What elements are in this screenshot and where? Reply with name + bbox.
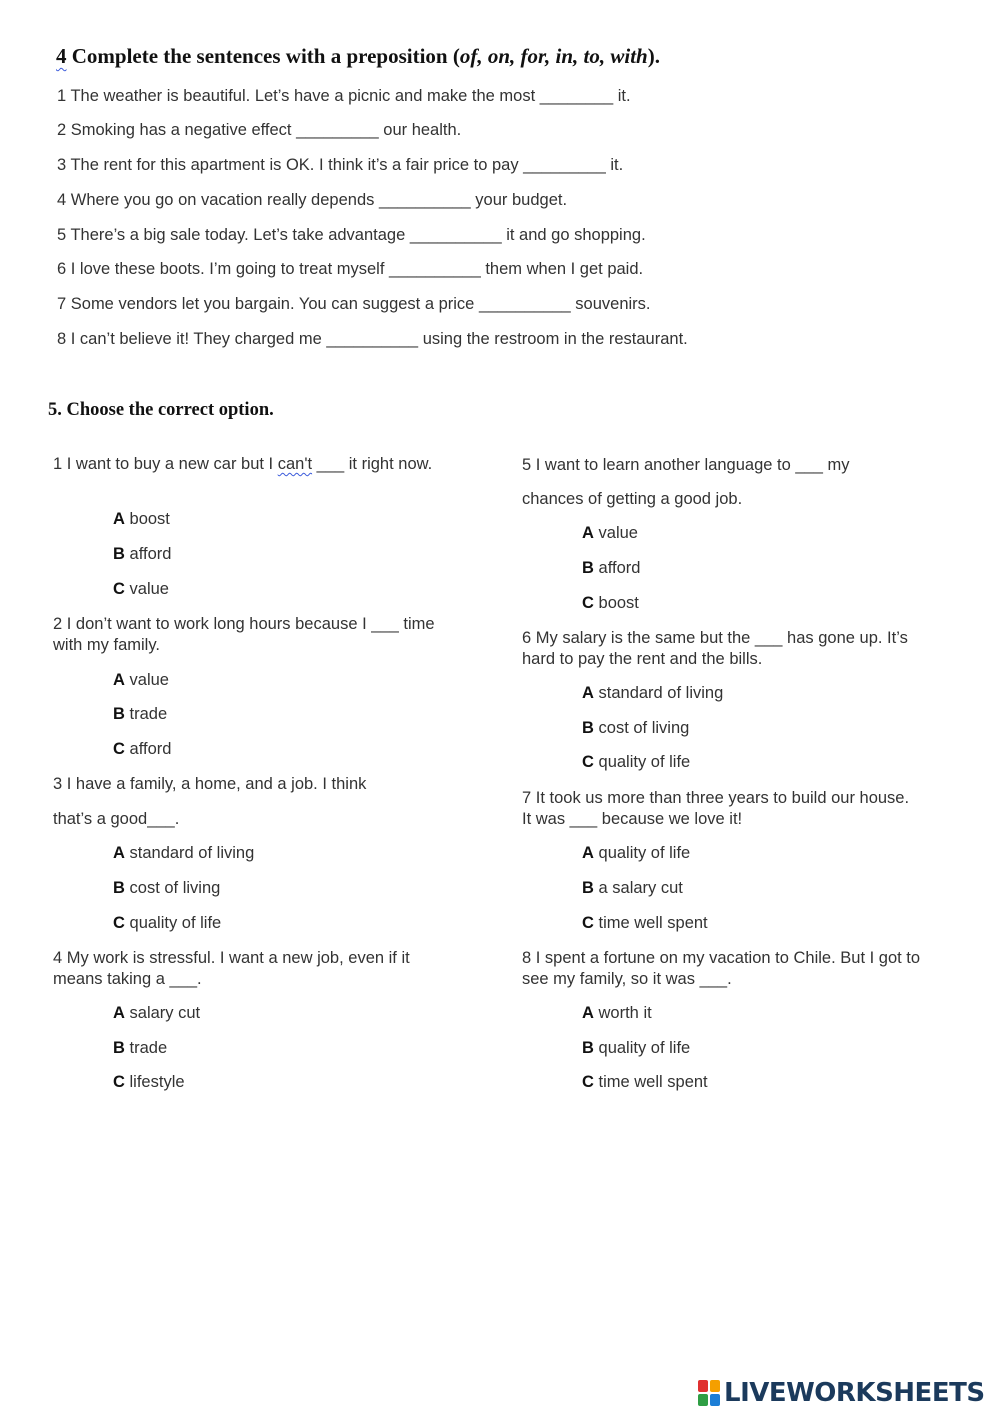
option-text: lifestyle — [129, 1073, 185, 1091]
option-text: cost of living — [129, 879, 221, 897]
option-letter: C — [582, 1073, 594, 1091]
section-5-heading: 5. Choose the correct option. — [48, 400, 274, 420]
q4-option-b[interactable] — [113, 1039, 167, 1058]
q4-option-a[interactable] — [113, 1004, 200, 1023]
option-text: afford — [129, 740, 172, 758]
logo-square — [710, 1380, 720, 1392]
question-3-line-1: 3 I have a family, a home, and a job. I think — [53, 775, 367, 793]
q5-option-b[interactable] — [582, 559, 640, 578]
logo-mark-icon — [698, 1380, 720, 1406]
question-1-text: 1 I want to buy a new car but I — [53, 455, 278, 473]
logo-text: LIVEWORKSHEETS — [724, 1378, 985, 1408]
section-4-heading — [56, 44, 660, 69]
option-letter: C — [113, 914, 125, 932]
sentence-3: 3 The rent for this apartment is OK. I think it’s a fair price to pay _________ it. — [57, 156, 624, 174]
question-5-line-1: 5 I want to learn another language to ___ my — [522, 456, 850, 474]
option-letter: B — [113, 545, 125, 563]
sentence-5: 5 There’s a big sale today. Let’s take advantage __________ it and go shopping. — [57, 226, 646, 244]
option-letter: B — [113, 705, 125, 723]
option-letter: A — [582, 1004, 594, 1022]
option-text: time well spent — [598, 914, 708, 932]
option-letter: A — [113, 844, 125, 862]
question-8: 8 I spent a fortune on my vacation to Chile. But I got to see my family, so it was ___. — [522, 949, 921, 988]
option-letter: B — [113, 879, 125, 897]
option-letter: C — [113, 1073, 125, 1091]
question-1 — [53, 454, 453, 475]
option-text: quality of life — [129, 914, 222, 932]
sentence-6: 6 I love these boots. I’m going to treat myself __________ them when I get paid. — [57, 260, 644, 278]
option-text: cost of living — [598, 719, 690, 737]
question-5-line-2: chances of getting a good job. — [522, 490, 743, 508]
logo-square — [698, 1394, 708, 1406]
q1-option-b[interactable] — [113, 545, 171, 564]
q2-option-c[interactable] — [113, 740, 171, 759]
sentence-4: 4 Where you go on vacation really depends __________ your budget. — [57, 191, 568, 209]
q6-option-c[interactable] — [582, 753, 690, 772]
logo-square — [710, 1394, 720, 1406]
section-4-title: Complete the sentences with a preposition ( — [66, 44, 460, 68]
q3-option-a[interactable] — [113, 844, 254, 863]
option-text: quality of life — [598, 1039, 691, 1057]
q4-option-c[interactable] — [113, 1073, 185, 1092]
q8-option-c[interactable] — [582, 1073, 708, 1092]
option-text: trade — [129, 1039, 168, 1057]
option-letter: A — [113, 671, 125, 689]
section-4-title-end: ). — [647, 44, 660, 68]
option-text: standard of living — [129, 844, 255, 862]
option-letter: B — [582, 559, 594, 577]
q7-option-a[interactable] — [582, 844, 690, 863]
option-text: worth it — [598, 1004, 652, 1022]
question-1-wavy-word: can't — [277, 455, 313, 473]
option-letter: B — [582, 879, 594, 897]
q8-option-a[interactable] — [582, 1004, 652, 1023]
q2-option-b[interactable] — [113, 705, 167, 724]
question-4: 4 My work is stressful. I want a new job, even if it means taking a ___. — [53, 949, 410, 988]
section-4-number: 4 — [56, 44, 67, 68]
sentence-2: 2 Smoking has a negative effect _________ our health. — [57, 121, 462, 139]
option-text: standard of living — [598, 684, 724, 702]
q8-option-b[interactable] — [582, 1039, 690, 1058]
option-text: value — [598, 524, 638, 542]
option-letter: C — [113, 580, 125, 598]
liveworksheets-logo[interactable] — [698, 1377, 985, 1409]
option-letter: C — [582, 594, 594, 612]
option-letter: B — [582, 719, 594, 737]
q7-option-c[interactable] — [582, 914, 708, 933]
option-letter: A — [113, 1004, 125, 1022]
q3-option-b[interactable] — [113, 879, 220, 898]
sentence-8: 8 I can’t believe it! They charged me __________ using the restroom in the restaurant. — [57, 330, 688, 348]
option-text: trade — [129, 705, 168, 723]
q6-option-a[interactable] — [582, 684, 723, 703]
q5-option-a[interactable] — [582, 524, 638, 543]
option-text: a salary cut — [598, 879, 683, 897]
option-text: quality of life — [598, 844, 691, 862]
sentence-1: 1 The weather is beautiful. Let’s have a picnic and make the most ________ it. — [57, 87, 631, 105]
q1-option-c[interactable] — [113, 580, 169, 599]
option-text: value — [129, 671, 169, 689]
question-1-text-end: ___ it right now. — [312, 455, 433, 473]
option-letter: A — [582, 844, 594, 862]
option-text: afford — [598, 559, 641, 577]
question-2: 2 I don’t want to work long hours because I ___ time with my family. — [53, 615, 435, 654]
question-7: 7 It took us more than three years to build our house. It was ___ because we love it! — [522, 789, 910, 828]
question-6: 6 My salary is the same but the ___ has gone up. It’s hard to pay the rent and the bills. — [522, 629, 908, 668]
option-text: afford — [129, 545, 172, 563]
option-text: time well spent — [598, 1073, 708, 1091]
section-4-title-options: of, on, for, in, to, with — [459, 44, 648, 68]
option-letter: C — [582, 753, 594, 771]
option-letter: C — [113, 740, 125, 758]
option-letter: A — [582, 684, 594, 702]
q7-option-b[interactable] — [582, 879, 683, 898]
option-text: quality of life — [598, 753, 691, 771]
option-text: boost — [598, 594, 639, 612]
option-letter: A — [113, 510, 125, 528]
sentence-7: 7 Some vendors let you bargain. You can suggest a price __________ souvenirs. — [57, 295, 651, 313]
option-text: salary cut — [129, 1004, 201, 1022]
logo-square — [698, 1380, 708, 1392]
q1-option-a[interactable] — [113, 510, 170, 529]
q2-option-a[interactable] — [113, 671, 169, 690]
q5-option-c[interactable] — [582, 594, 639, 613]
option-letter: C — [582, 914, 594, 932]
option-letter: B — [582, 1039, 594, 1057]
option-text: value — [129, 580, 169, 598]
question-3-line-2: that’s a good___. — [53, 810, 180, 828]
q6-option-b[interactable] — [582, 719, 689, 738]
option-text: boost — [129, 510, 170, 528]
option-letter: A — [582, 524, 594, 542]
option-letter: B — [113, 1039, 125, 1057]
q3-option-c[interactable] — [113, 914, 221, 933]
